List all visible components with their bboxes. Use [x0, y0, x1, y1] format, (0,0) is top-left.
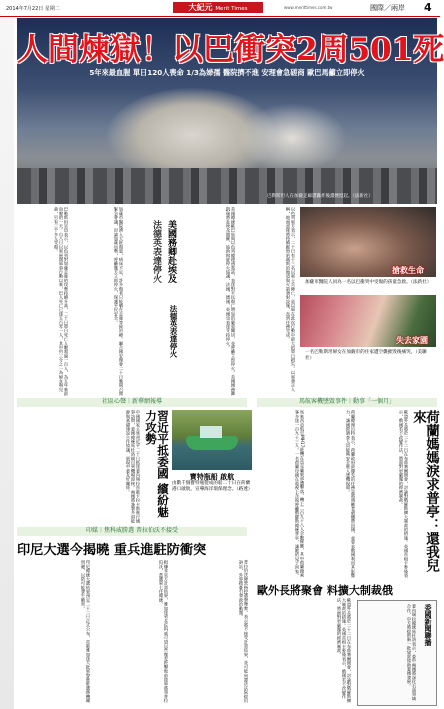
dutch-section-bar: 馬航客機墜毀事件｜動事「一個月」 [257, 398, 437, 407]
dutch-text-col-3: 歐盟外長將於二十二日在布魯塞爾開會，討論對俄羅斯擴大制裁的措施。英國首相卡麥隆表示，俄國若不改變作法，將面對更嚴厲的經濟制裁。 [399, 410, 409, 578]
boat-cabin [200, 426, 222, 438]
dutch-headline: 荷蘭媽媽淚求普亭：還我兒來 [410, 410, 439, 572]
photo-grief [300, 295, 436, 347]
xi-section-bar: 社區心聲｜新華網報導 [17, 398, 247, 407]
photo-hospital-caption: 加薩市醫院人員為一名以巴衝突中受傷的孩童急救。（法新社） [305, 280, 432, 285]
bottom-right-text-1: 歐盟外長將於二十二日在布魯塞爾開會，討論對俄羅斯擴大制裁的措施。英國首相卡麥隆表示，俄國若不改變作法，將面對更嚴厲的經濟制裁。 [337, 598, 352, 703]
photo-hospital-stamp: 搶救生命 [392, 266, 424, 275]
bottom-right-box [257, 598, 437, 706]
gaza-text-col-3: 美國總統歐巴馬與以色列總理通電話，表達對平民傷亡增加的嚴重關切，並呼籲立即停火。美國國務卿凱瑞將赴埃及開羅，協助斡旋停火協議，法國、德國、英國也表達支持停火。 [226, 207, 236, 396]
indonesia-text-col-1: 印尼總統大選結果預定二十二日正式公布，首都雅加達大批軍警進駐選務機關周邊，以防可能發生衝突。 [81, 560, 91, 703]
section-name: 國際／兩岸 [370, 4, 405, 12]
lead-photo [17, 18, 444, 204]
lead-photo-credit: 巴勒斯坦人在加薩走廊遭轟炸後濃煙竄起。（法新社） [267, 194, 373, 199]
bottle-boat-caption: 由數千個寶特瓶製成的船二十日在荷蘭港口啟航，宣導海洋環保理念。（路透） [172, 481, 253, 492]
site-url: www.merittimes.com.tw [284, 5, 333, 10]
indonesia-headline: 印尼大選今揭曉 重兵進駐防衝突 [17, 543, 207, 558]
boat-shape [186, 436, 238, 450]
smoke-plume-2 [237, 103, 347, 173]
indonesia-section-bar: 印媒｜焦科威勝選 普拉伯沃不接受 [17, 527, 247, 536]
logo-cn: 大紀元 [188, 3, 213, 12]
page-number: 4 [424, 1, 432, 14]
lead-subhead: 5年來最血腥 單日120人喪命 1/3為婦孺 醫院擠不進 安理會急磋商 歐巴馬籲立即停火 [89, 68, 365, 77]
xi-headline: 習近平抵委國 繽紛魅力攻勢 [144, 410, 170, 518]
gaza-subhead-1: 美國務卿赴埃及 [166, 220, 176, 283]
indonesia-text-col-2: 根據非官方計票結果，雅加達省長佐科威可望以些微差距擊敗前陸軍將領普拉伯沃，當選第七任總統。 [159, 560, 169, 703]
bottom-right-body: 委內瑞拉總統馬杜洛表示，委中兩國將深化石油領域合作，中方將提供新一批貸款協助委國發展。 [407, 604, 417, 701]
bottom-right-inner [357, 600, 437, 706]
dutch-text-col-2: 荷蘭總理呂特表示，荷蘭政府最優先的任務是將遇難者遺體帶回國，並要求俄國利用其影響力，讓國際調查人員能夠安全進入墜機現場。 [346, 410, 356, 578]
bottom-right-title: 委國新聞聯播 [424, 604, 432, 646]
logo-en: Merit Times [215, 6, 248, 12]
photo-grief-caption: 一名巴勒斯坦婦女在加薩市的住家遭空襲摧毀後痛哭。（美聯社） [305, 350, 427, 361]
bottle-boat-title: 寶特瓶船 啟航 [189, 473, 235, 481]
masthead-logo [173, 2, 263, 13]
photo-grief-stamp: 失去家園 [396, 336, 428, 345]
xi-text: 中國國家主席習近平二十日抵達委內瑞拉首都卡拉卡斯進行國事訪問，委國總統馬杜洛親自到機場迎接。兩國將簽署多項能源與基礎建設合作協議，展現中委友好關係。 [126, 410, 141, 524]
issue-date: 2014年7月22日 星期二 [6, 6, 60, 12]
dutch-subhead: 歐外長將聚會 料擴大制裁俄 [257, 584, 393, 597]
gaza-text-col-2: 加薩市醫院湧入大批傷患，病床不足，許多傷者只能躺在走廊等候治療。聯合國安理會二十日晚間召開緊急會議，討論加薩局勢，呼籲雙方立即停火，保護平民安全。 [114, 207, 124, 396]
indonesia-text-col-3: 普拉伯沃陣營指控選舉舞弊，表示將不接受計票結果，並可能向憲法法院提出訴訟，外界擔憂引發政治動盪。 [239, 560, 249, 703]
gaza-text-col-1: 巴勒斯坦官員表示，以色列對加薩走廊的攻勢持續升高，二十日單日死亡人數超過一百人，為五年來最血腥的一天。自八日以軍展開軍事行動以來，巴人死亡已達五百零一人，其中約三分之一為婦女與兒童，另有三千多人受傷。 [54, 207, 69, 396]
dutch-text-col-1: 馬來西亞航空MH17班機在烏克蘭東部遭擊落，機上二百九十八人全數罹難，其中荷蘭籍乘客多達一百九十三人。一名荷蘭母親在電視上含淚呼籲俄羅斯總統普亭，讓她的兒子回家。 [295, 410, 305, 578]
gaza-subhead-right: 法德英表達停火 [169, 305, 178, 358]
photo-hospital [300, 207, 436, 277]
margin-strip [0, 18, 14, 709]
gaza-text-col-4: 以色列軍方表示，二十日有十三名以軍士兵陣亡，是以軍在此次行動中最大的單日損失。以軍發言人稱，地面部隊將持續摧毀哈瑪斯的地道與火箭發射設施，直到任務完成。 [286, 207, 296, 392]
gaza-subhead-2: 法德英表達停火 [151, 220, 161, 283]
bottle-boat-photo [172, 410, 252, 470]
masthead [0, 0, 440, 17]
lead-headline: 人間煉獄！以巴衝突2周501死 [17, 32, 444, 68]
